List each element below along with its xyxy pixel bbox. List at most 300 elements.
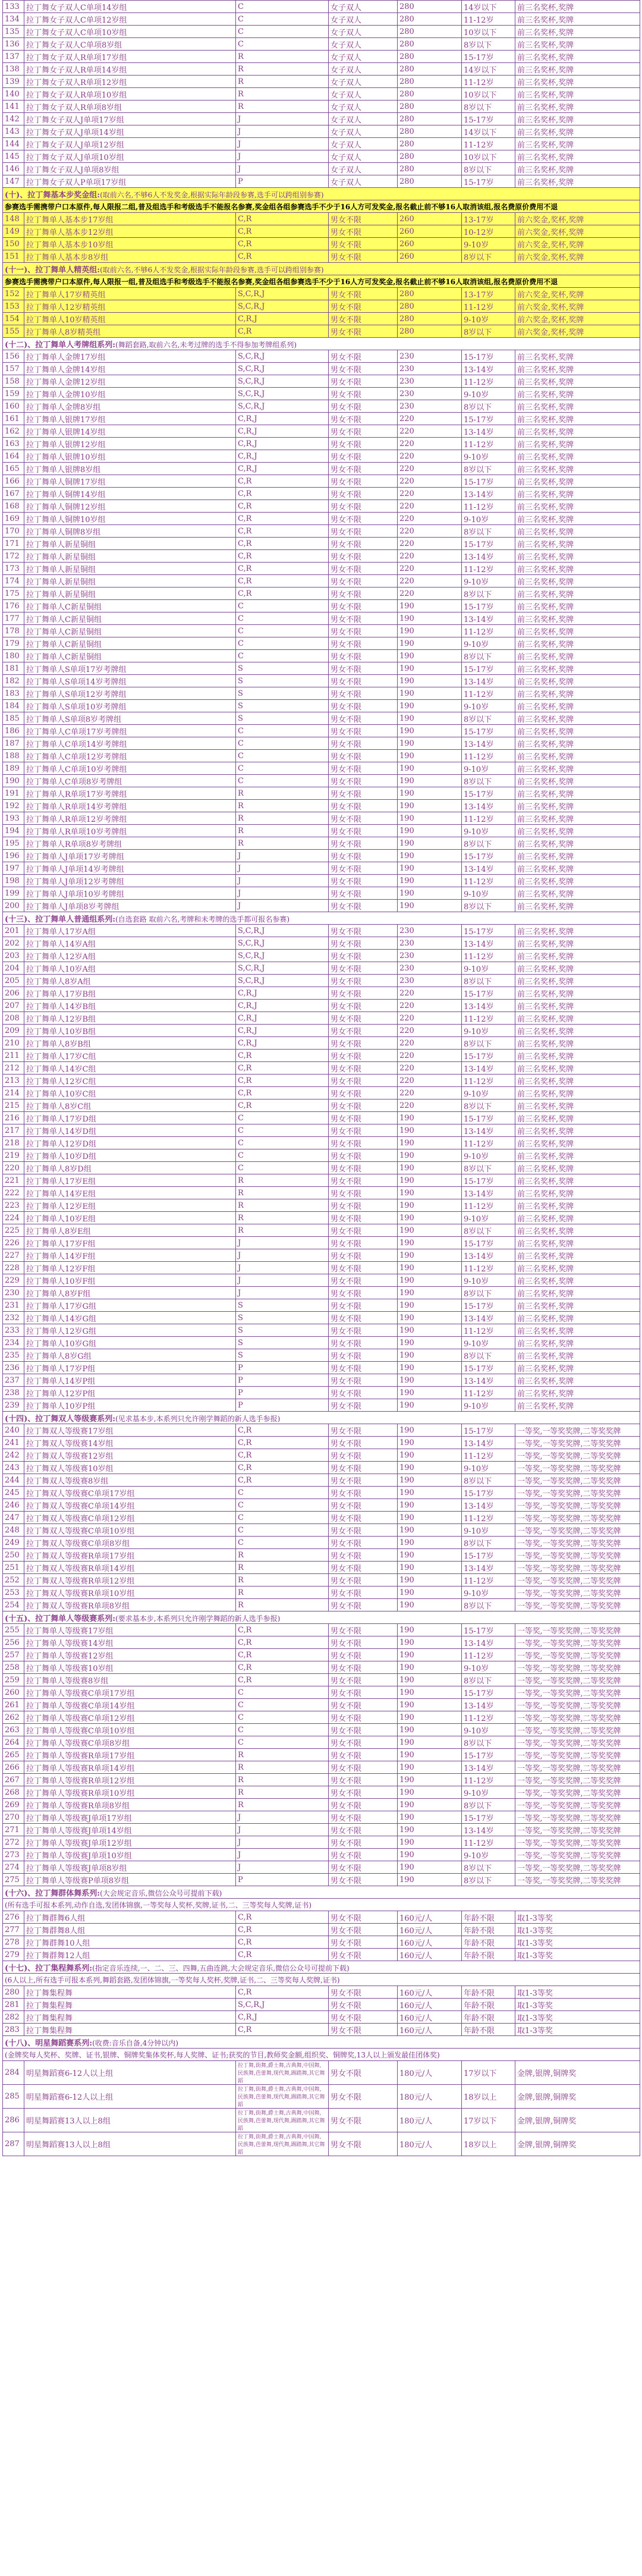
section-note: (见求基本步,本系列只允许刚学舞蹈的新人选手参报)	[115, 1414, 281, 1423]
cell-no: 256	[3, 1636, 24, 1649]
cell-group: 男女不限	[329, 400, 398, 413]
cell-group: 男女不限	[329, 1999, 398, 2011]
table-row	[3, 1874, 640, 1886]
cell-group: 男女不限	[329, 1849, 398, 1861]
table-row	[3, 800, 640, 812]
cell-no: 257	[3, 1649, 24, 1661]
cell-dance: S,C,R,J	[236, 300, 329, 313]
cell-age: 11-12岁	[462, 1449, 515, 1462]
cell-fee: 190	[398, 1149, 462, 1162]
cell-no: 175	[3, 588, 24, 600]
cell-dance: S,C,R,J	[236, 288, 329, 300]
cell-award: 前三名奖杯,奖牌	[515, 13, 640, 26]
cell-award: 前三名奖杯,奖牌	[515, 750, 640, 762]
cell-age: 15-17岁	[462, 925, 515, 937]
table-row	[3, 1924, 640, 1936]
cell-award: 前三名奖杯,奖牌	[515, 1387, 640, 1399]
cell-award: 前三名奖杯,奖牌	[515, 1187, 640, 1199]
cell-dance: C,R,J	[236, 1037, 329, 1050]
section-title-cell	[3, 1412, 640, 1424]
cell-age: 15-17岁	[462, 850, 515, 862]
cell-age: 9-10岁	[462, 1087, 515, 1099]
cell-no: 265	[3, 1749, 24, 1761]
cell-age: 9-10岁	[462, 1337, 515, 1349]
cell-award: 前三名奖杯,奖牌	[515, 887, 640, 900]
table-row	[3, 13, 640, 26]
section-header-formation	[3, 1961, 640, 1974]
cell-no: 191	[3, 787, 24, 800]
cell-award: 前三名奖杯,奖牌	[515, 1012, 640, 1025]
cell-dance: S,C,R,J	[236, 388, 329, 400]
cell-no: 205	[3, 975, 24, 987]
cell-award: 前三名奖杯,奖牌	[515, 138, 640, 150]
section-title: (十八)、明星舞蹈赛系列:	[5, 2038, 93, 2048]
cell-dance: C	[236, 1711, 329, 1724]
cell-fee: 180元/人	[398, 2085, 462, 2109]
cell-event: 拉丁舞单人14岁P组	[24, 1374, 236, 1387]
cell-award: 前三名奖杯,奖牌	[515, 662, 640, 675]
cell-dance: R	[236, 1562, 329, 1574]
section-header-exam-medal	[3, 338, 640, 350]
cell-group: 男女不限	[329, 937, 398, 950]
cell-group: 男女不限	[329, 1811, 398, 1824]
cell-fee: 280	[398, 175, 462, 188]
cell-event: 拉丁舞单人C单项10岁考牌组	[24, 762, 236, 775]
cell-event: 拉丁舞集程舞	[24, 1986, 236, 1999]
cell-event: 拉丁舞双人等级赛C单项14岁组	[24, 1499, 236, 1512]
cell-award: 前三名奖杯,奖牌	[515, 1324, 640, 1337]
cell-group: 男女不限	[329, 1162, 398, 1174]
cell-age: 8岁以下	[462, 1162, 515, 1174]
cell-no: 225	[3, 1224, 24, 1237]
cell-fee: 190	[398, 1786, 462, 1799]
cell-group: 男女不限	[329, 612, 398, 625]
cell-event: 拉丁舞单人等级赛R单项8岁组	[24, 1799, 236, 1811]
cell-no: 189	[3, 762, 24, 775]
cell-no: 135	[3, 26, 24, 38]
cell-dance: C	[236, 775, 329, 787]
cell-no: 134	[3, 13, 24, 26]
cell-award: 一等奖,一等奖奖牌,二等奖奖牌	[515, 1686, 640, 1699]
cell-award: 前三名奖杯,奖牌	[515, 937, 640, 950]
cell-fee: 190	[398, 1162, 462, 1174]
cell-award: 前三名奖杯,奖牌	[515, 950, 640, 962]
cell-fee: 190	[398, 1462, 462, 1474]
cell-fee: 190	[398, 775, 462, 787]
cell-group: 男女不限	[329, 750, 398, 762]
cell-age: 9-10岁	[462, 1724, 515, 1736]
cell-award: 一等奖,一等奖奖牌,二等奖奖牌	[515, 1487, 640, 1499]
cell-award: 前三名奖杯,奖牌	[515, 1349, 640, 1362]
cell-group: 男女不限	[329, 1724, 398, 1736]
cell-award: 一等奖,一等奖奖牌,二等奖奖牌	[515, 1587, 640, 1599]
section-title-cell	[3, 1886, 640, 1899]
cell-dance: C,R	[236, 1949, 329, 1961]
cell-group: 男女不限	[329, 1462, 398, 1474]
cell-dance: C,R,J	[236, 987, 329, 1000]
cell-age: 11-12岁	[462, 1512, 515, 1524]
cell-fee: 220	[398, 1025, 462, 1037]
cell-fee: 190	[398, 1799, 462, 1811]
cell-age: 13-14岁	[462, 675, 515, 687]
cell-dance: J	[236, 850, 329, 862]
table-row	[3, 175, 640, 188]
cell-fee: 190	[398, 812, 462, 825]
cell-group: 男女不限	[329, 1337, 398, 1349]
cell-group: 男女不限	[329, 2024, 398, 2036]
cell-group: 男女不限	[329, 1949, 398, 1961]
cell-fee: 190	[398, 1549, 462, 1562]
cell-event: 拉丁舞单人17岁B组	[24, 987, 236, 1000]
cell-no: 276	[3, 1911, 24, 1924]
cell-fee: 190	[398, 900, 462, 912]
cell-award: 前六奖金,奖杯,奖牌	[515, 213, 640, 225]
cell-event: 拉丁舞单人8岁B组	[24, 1037, 236, 1050]
cell-group: 男女不限	[329, 1087, 398, 1099]
cell-event: 拉丁舞单人10岁G组	[24, 1337, 236, 1349]
cell-award: 前三名奖杯,奖牌	[515, 1124, 640, 1137]
cell-dance: C	[236, 38, 329, 51]
table-row	[3, 1761, 640, 1774]
cell-event: 拉丁舞单人金牌8岁组	[24, 400, 236, 413]
table-row	[3, 662, 640, 675]
cell-award: 前三名奖杯,奖牌	[515, 1087, 640, 1099]
cell-no: 246	[3, 1499, 24, 1512]
cell-event: 拉丁舞单人金牌12岁组	[24, 375, 236, 388]
cell-event: 拉丁舞双人等级赛17岁组	[24, 1424, 236, 1437]
cell-group: 男女不限	[329, 675, 398, 687]
section-subnote: (6人以上,所有选手可报本系列,舞蹈套路,发团体锦旗,一等奖每人奖杯,奖牌,证书,二、三等奖每人奖牌,证书)	[5, 1975, 340, 1984]
cell-group: 男女不限	[329, 1512, 398, 1524]
cell-group: 男女不限	[329, 975, 398, 987]
section-title: (十四)、拉丁舞双人等级赛系列:	[5, 1414, 116, 1424]
cell-group: 男女不限	[329, 787, 398, 800]
table-row	[3, 150, 640, 163]
cell-dance: C	[236, 625, 329, 637]
cell-event: 拉丁舞单人铜牌14岁组	[24, 488, 236, 500]
table-row	[3, 1599, 640, 1611]
cell-dance: S,C,R,J	[236, 962, 329, 975]
table-row	[3, 588, 640, 600]
cell-age: 13-14岁	[462, 1124, 515, 1137]
cell-fee: 190	[398, 1449, 462, 1462]
cell-no: 227	[3, 1249, 24, 1262]
cell-dance: S,C,R,J	[236, 350, 329, 363]
section-subnote: 参赛选手需携带户口本原件,每人限报一组,普及组选手和考级选手不能报名参赛,奖金组各组参赛选手不少于16人方可发奖金,报名截止前不够16人取消该组,报名费原价费用不退	[5, 277, 558, 286]
cell-no: 238	[3, 1387, 24, 1399]
cell-group: 男女不限	[329, 950, 398, 962]
section-note: (取前六名,不够6人不发奖金,根据实际年龄段参赛,选手可以跨组别参赛)	[100, 265, 324, 274]
cell-event: 拉丁舞单人基本步17岁组	[24, 213, 236, 225]
cell-age: 11-12岁	[462, 1137, 515, 1149]
cell-age: 14岁以下	[462, 1, 515, 13]
cell-age: 11-12岁	[462, 438, 515, 450]
cell-dance: C	[236, 1699, 329, 1711]
cell-award: 前六奖金,奖杯,奖牌	[515, 288, 640, 300]
cell-event: 拉丁舞单人12岁F组	[24, 1262, 236, 1274]
cell-group: 男女不限	[329, 2011, 398, 2024]
cell-no: 160	[3, 400, 24, 413]
cell-age: 15-17岁	[462, 175, 515, 188]
cell-group: 男女不限	[329, 475, 398, 488]
cell-age: 8岁以下	[462, 588, 515, 600]
cell-dance: R	[236, 1199, 329, 1212]
cell-age: 13-14岁	[462, 1312, 515, 1324]
section-note: (舞蹈套路,取前六名,未考过牌的选手不得参加考牌组系列)	[115, 340, 297, 349]
cell-group: 男女不限	[329, 350, 398, 363]
cell-fee: 190	[398, 1686, 462, 1699]
table-row	[3, 1649, 640, 1661]
cell-event: 拉丁舞单人等级赛J单项8岁组	[24, 1861, 236, 1874]
section-title-cell	[3, 1611, 640, 1624]
cell-group: 男女不限	[329, 1050, 398, 1062]
cell-award: 一等奖,一等奖奖牌,二等奖奖牌	[515, 1424, 640, 1437]
cell-fee: 230	[398, 363, 462, 375]
cell-age: 13-14岁	[462, 1562, 515, 1574]
cell-age: 18岁以上	[462, 2085, 515, 2109]
cell-event: 拉丁舞单人17岁F组	[24, 1237, 236, 1249]
cell-no: 147	[3, 175, 24, 188]
table-row	[3, 225, 640, 238]
cell-event: 拉丁舞双人等级赛14岁组	[24, 1437, 236, 1449]
table-row	[3, 26, 640, 38]
table-row	[3, 2011, 640, 2024]
section-subnote: (金牌奖每人奖杯、奖牌、证书,银牌、铜牌奖集体奖杯,每人奖牌、证书;获奖的节目,教师奖金额,组织奖、铜牌奖,13人以上颁发最佳团体奖)	[5, 2050, 440, 2059]
cell-award: 金牌,银牌,铜牌奖	[515, 2085, 640, 2109]
cell-fee: 220	[398, 1099, 462, 1112]
cell-award: 一等奖,一等奖奖牌,二等奖奖牌	[515, 1849, 640, 1861]
cell-no: 161	[3, 413, 24, 425]
cell-group: 男女不限	[329, 1424, 398, 1437]
cell-age: 17岁以下	[462, 2109, 515, 2132]
table-row	[3, 63, 640, 76]
section-subnote: 参赛选手需携带户口本原件,每人限报二组,普及组选手和考级选手不能报名参赛,奖金组各组参赛选手不少于16人方可发奖金,报名截止前不够16人取消该组,报名费原价费用不退	[5, 202, 558, 211]
cell-fee: 220	[398, 1000, 462, 1012]
cell-award: 一等奖,一等奖奖牌,二等奖奖牌	[515, 1499, 640, 1512]
cell-dance: S,C,R,J	[236, 937, 329, 950]
cell-age: 15-17岁	[462, 51, 515, 63]
table-row	[3, 1387, 640, 1399]
table-row	[3, 575, 640, 588]
cell-award: 前三名奖杯,奖牌	[515, 625, 640, 637]
table-row	[3, 1137, 640, 1149]
cell-event: 拉丁舞单人等级赛8岁组	[24, 1674, 236, 1686]
cell-group: 女子双人	[329, 150, 398, 163]
cell-group: 男女不限	[329, 1562, 398, 1574]
cell-fee: 190	[398, 1724, 462, 1736]
cell-age: 年龄不限	[462, 2011, 515, 2024]
cell-event: 拉丁舞单人10岁A组	[24, 962, 236, 975]
cell-no: 222	[3, 1187, 24, 1199]
cell-no: 176	[3, 600, 24, 612]
cell-group: 男女不限	[329, 1299, 398, 1312]
cell-group: 男女不限	[329, 850, 398, 862]
cell-dance: C	[236, 650, 329, 662]
cell-age: 15-17岁	[462, 1050, 515, 1062]
cell-age: 9-10岁	[462, 700, 515, 712]
cell-dance: C	[236, 1124, 329, 1137]
cell-group: 男女不限	[329, 812, 398, 825]
cell-fee: 190	[398, 1674, 462, 1686]
cell-fee: 190	[398, 1512, 462, 1524]
cell-no: 259	[3, 1674, 24, 1686]
cell-award: 前三名奖杯,奖牌	[515, 1112, 640, 1124]
cell-event: 拉丁舞单人银牌12岁组	[24, 438, 236, 450]
cell-award: 金牌,银牌,铜牌奖	[515, 2109, 640, 2132]
table-row	[3, 51, 640, 63]
cell-fee: 280	[398, 100, 462, 113]
cell-no: 168	[3, 500, 24, 513]
cell-event: 拉丁舞单人C单项17岁考牌组	[24, 725, 236, 737]
cell-event: 拉丁舞双人等级赛10岁组	[24, 1462, 236, 1474]
cell-event: 拉丁舞单人14岁A组	[24, 937, 236, 950]
cell-age: 10-12岁	[462, 225, 515, 238]
cell-dance: C,R	[236, 575, 329, 588]
table-row	[3, 388, 640, 400]
cell-dance: J	[236, 1861, 329, 1874]
cell-no: 210	[3, 1037, 24, 1050]
table-row	[3, 1299, 640, 1312]
competition-schedule-sheet	[2, 0, 640, 2156]
cell-award: 前三名奖杯,奖牌	[515, 63, 640, 76]
cell-award: 前三名奖杯,奖牌	[515, 400, 640, 413]
cell-age: 15-17岁	[462, 787, 515, 800]
cell-group: 男女不限	[329, 1324, 398, 1337]
cell-age: 9-10岁	[462, 313, 515, 325]
cell-event: 拉丁舞女子双人J单项12岁组	[24, 138, 236, 150]
cell-dance: J	[236, 125, 329, 138]
cell-age: 11-12岁	[462, 300, 515, 313]
cell-event: 明星舞蹈赛13人以上8组	[24, 2109, 236, 2132]
cell-fee: 190	[398, 1199, 462, 1212]
cell-dance: S,C,R,J	[236, 400, 329, 413]
cell-fee: 190	[398, 1337, 462, 1349]
cell-dance: R	[236, 1599, 329, 1611]
cell-no: 211	[3, 1050, 24, 1062]
cell-age: 年龄不限	[462, 1924, 515, 1936]
cell-award: 一等奖,一等奖奖牌,二等奖奖牌	[515, 1724, 640, 1736]
cell-group: 男女不限	[329, 1137, 398, 1149]
section-title: (十)、拉丁舞基本步奖金组:	[5, 190, 100, 200]
section-header-basic-step	[3, 188, 640, 200]
table-row	[3, 2109, 640, 2132]
cell-fee: 260	[398, 225, 462, 238]
table-row	[3, 1012, 640, 1025]
cell-dance: C,R	[236, 238, 329, 250]
cell-fee: 220	[398, 987, 462, 1000]
table-row	[3, 138, 640, 150]
cell-dance: R	[236, 1587, 329, 1599]
cell-award: 前三名奖杯,奖牌	[515, 76, 640, 88]
cell-event: 拉丁舞单人S单项8岁考牌组	[24, 712, 236, 725]
cell-no: 186	[3, 725, 24, 737]
cell-fee: 190	[398, 1836, 462, 1849]
cell-event: 拉丁舞双人等级赛R单项12岁组	[24, 1574, 236, 1587]
cell-fee: 220	[398, 563, 462, 575]
cell-event: 拉丁舞单人8岁C组	[24, 1099, 236, 1112]
cell-age: 15-17岁	[462, 1686, 515, 1699]
cell-award: 前六奖金,奖杯,奖牌	[515, 313, 640, 325]
cell-group: 男女不限	[329, 1399, 398, 1412]
cell-no: 158	[3, 375, 24, 388]
cell-event: 拉丁舞单人C单项8岁考牌组	[24, 775, 236, 787]
table-row	[3, 1, 640, 13]
cell-group: 男女不限	[329, 1749, 398, 1761]
cell-no: 172	[3, 550, 24, 563]
cell-no: 242	[3, 1449, 24, 1462]
cell-no: 190	[3, 775, 24, 787]
cell-fee: 230	[398, 400, 462, 413]
cell-dance: S	[236, 687, 329, 700]
cell-age: 11-12岁	[462, 812, 515, 825]
cell-dance: R	[236, 76, 329, 88]
cell-group: 男女不限	[329, 1212, 398, 1224]
table-row	[3, 125, 640, 138]
cell-fee: 190	[398, 1699, 462, 1711]
cell-age: 15-17岁	[462, 1487, 515, 1499]
cell-age: 15-17岁	[462, 1624, 515, 1636]
cell-dance: C,R,J	[236, 1000, 329, 1012]
table-row	[3, 1949, 640, 1961]
cell-group: 男女不限	[329, 1786, 398, 1799]
cell-event: 拉丁舞女子双人R单项12岁组	[24, 76, 236, 88]
cell-fee: 190	[398, 1661, 462, 1674]
cell-group: 男女不限	[329, 413, 398, 425]
cell-no: 258	[3, 1661, 24, 1674]
cell-event: 拉丁舞单人10岁D组	[24, 1149, 236, 1162]
cell-no: 141	[3, 100, 24, 113]
table-row	[3, 750, 640, 762]
cell-fee: 280	[398, 288, 462, 300]
cell-group: 男女不限	[329, 2109, 398, 2132]
cell-dance: R	[236, 787, 329, 800]
cell-age: 8岁以下	[462, 975, 515, 987]
cell-age: 13-14岁	[462, 1374, 515, 1387]
cell-fee: 220	[398, 525, 462, 538]
cell-event: 拉丁舞单人12岁D组	[24, 1137, 236, 1149]
cell-age: 15-17岁	[462, 413, 515, 425]
cell-fee: 230	[398, 925, 462, 937]
cell-age: 13-14岁	[462, 425, 515, 438]
cell-fee: 190	[398, 837, 462, 850]
cell-event: 拉丁舞女子双人J单项17岁组	[24, 113, 236, 125]
section-subnote-cell	[3, 200, 640, 213]
cell-group: 男女不限	[329, 1599, 398, 1611]
section-note: (大会规定音乐,微信公众号可提前下载)	[100, 1889, 222, 1898]
cell-age: 11-12岁	[462, 1199, 515, 1212]
cell-age: 8岁以下	[462, 250, 515, 263]
cell-dance: S	[236, 1324, 329, 1337]
cell-age: 9-10岁	[462, 238, 515, 250]
cell-fee: 230	[398, 375, 462, 388]
cell-award: 前三名奖杯,奖牌	[515, 637, 640, 650]
cell-age: 年龄不限	[462, 1999, 515, 2011]
cell-event: 拉丁舞单人10岁B组	[24, 1025, 236, 1037]
cell-age: 8岁以下	[462, 650, 515, 662]
cell-award: 前三名奖杯,奖牌	[515, 563, 640, 575]
cell-age: 9-10岁	[462, 962, 515, 975]
cell-fee: 160元/人	[398, 1911, 462, 1924]
cell-event: 拉丁舞单人等级赛10岁组	[24, 1661, 236, 1674]
cell-no: 151	[3, 250, 24, 263]
cell-fee: 280	[398, 51, 462, 63]
cell-no: 180	[3, 650, 24, 662]
cell-dance: R	[236, 812, 329, 825]
cell-group: 男女不限	[329, 1174, 398, 1187]
cell-age: 年龄不限	[462, 1936, 515, 1949]
cell-fee: 190	[398, 1187, 462, 1199]
cell-group: 男女不限	[329, 1624, 398, 1636]
